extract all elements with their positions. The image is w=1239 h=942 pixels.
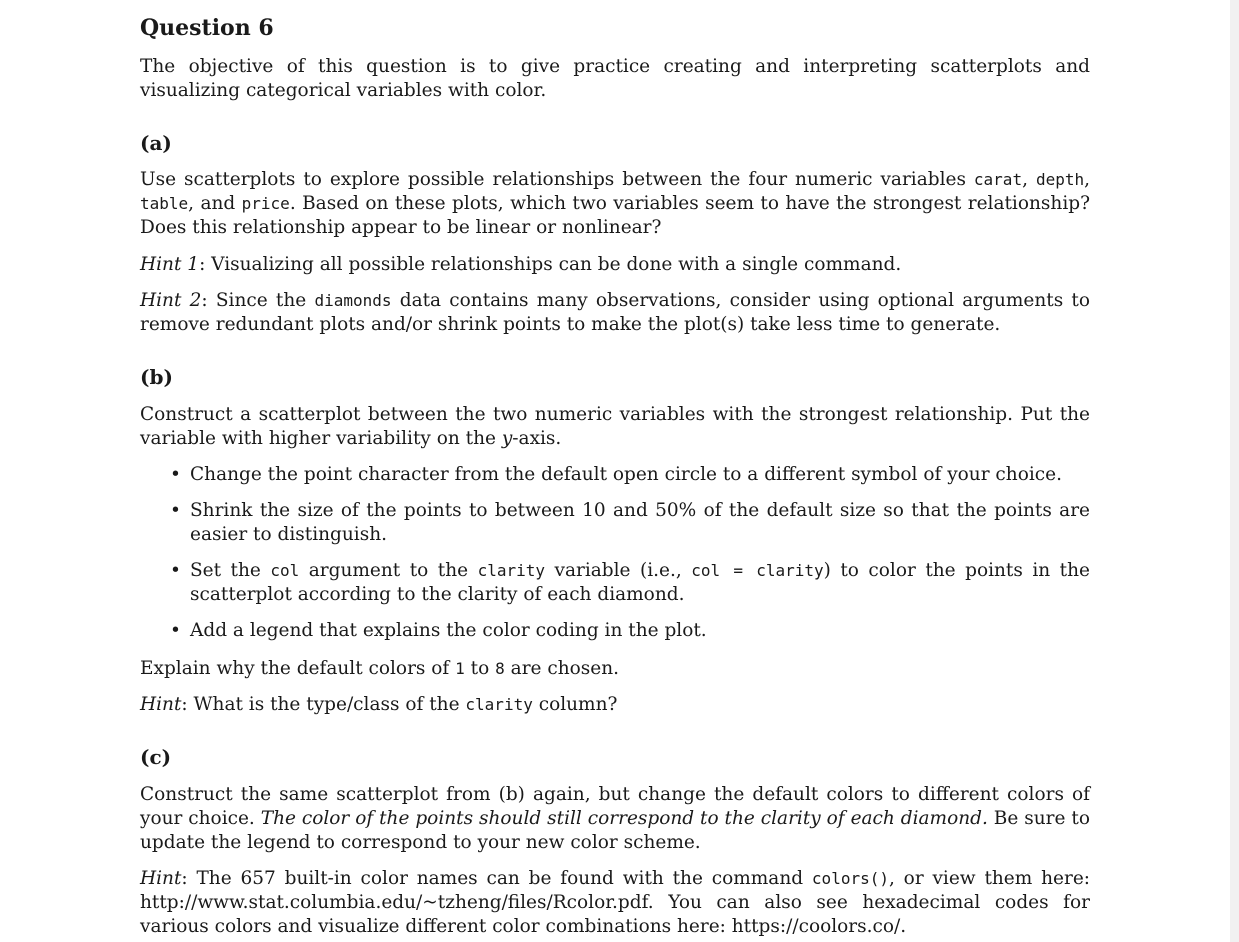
part-c-heading: (c) [140, 745, 172, 769]
part-a-hint-1: Hint 1: Visualizing all possible relationships can be done with a single command. [140, 254, 902, 275]
part-b-bullet-list [140, 463, 1090, 655]
part-b-explain: Explain why the default colors of 1 to 8 are chosen. [140, 658, 620, 679]
objective-paragraph: The objective of this question is to give practice creating and interpreting scatterplots and visualizing categorical variables with color. [140, 56, 1090, 101]
part-b-intro: Construct a scatterplot between the two numeric variables with the strongest relationship. Put the variable with higher variability on the y-axis. [140, 404, 1090, 449]
part-a-hint-2: Hint 2: Since the diamonds data contains many observations, consider using optional arguments to remove redundant plots and/or shrink points to make the plot(s) take less time to generate. [140, 290, 1090, 335]
part-b-hint: Hint: What is the type/class of the clarity column? [140, 694, 618, 715]
part-c-paragraph: Construct the same scatterplot from (b) again, but change the default colors to different colors of your choice. The color of the points should still correspond to the clarity of each diamond. Be sure to update the legend to correspond to your new color scheme. [140, 784, 1090, 853]
list-item: • Set the col argument to the clarity variable (i.e., col = clarity) to color the points in the scatterplot according to the clarity of each diamond. [170, 560, 1090, 605]
part-a-paragraph: Use scatterplots to explore possible relationships between the four numeric variables carat, depth, table, and price. Based on these plots, which two variables seem to have the strongest relationship? Does this relationship appear to be linear or nonlinear? [140, 169, 1090, 238]
part-b-heading: (b) [140, 365, 173, 389]
list-item: • Change the point character from the default open circle to a different symbol of your choice. [170, 464, 1062, 485]
part-a-heading: (a) [140, 131, 172, 155]
list-item: • Add a legend that explains the color coding in the plot. [170, 620, 707, 641]
question-title: Question 6 [140, 15, 274, 41]
part-c-hint: Hint: The 657 built-in color names can be found with the command colors(), or view them here: http://www.stat.columbia.edu/~tzheng/files/Rcolor.pdf. You can also see hexadecimal codes for various colors and visualize different color combinations here: https://coolors.co/. [140, 868, 1090, 937]
list-item: • Shrink the size of the points to between 10 and 50% of the default size so that the points are easier to distinguish. [170, 500, 1090, 545]
scrollbar[interactable] [1230, 0, 1239, 942]
